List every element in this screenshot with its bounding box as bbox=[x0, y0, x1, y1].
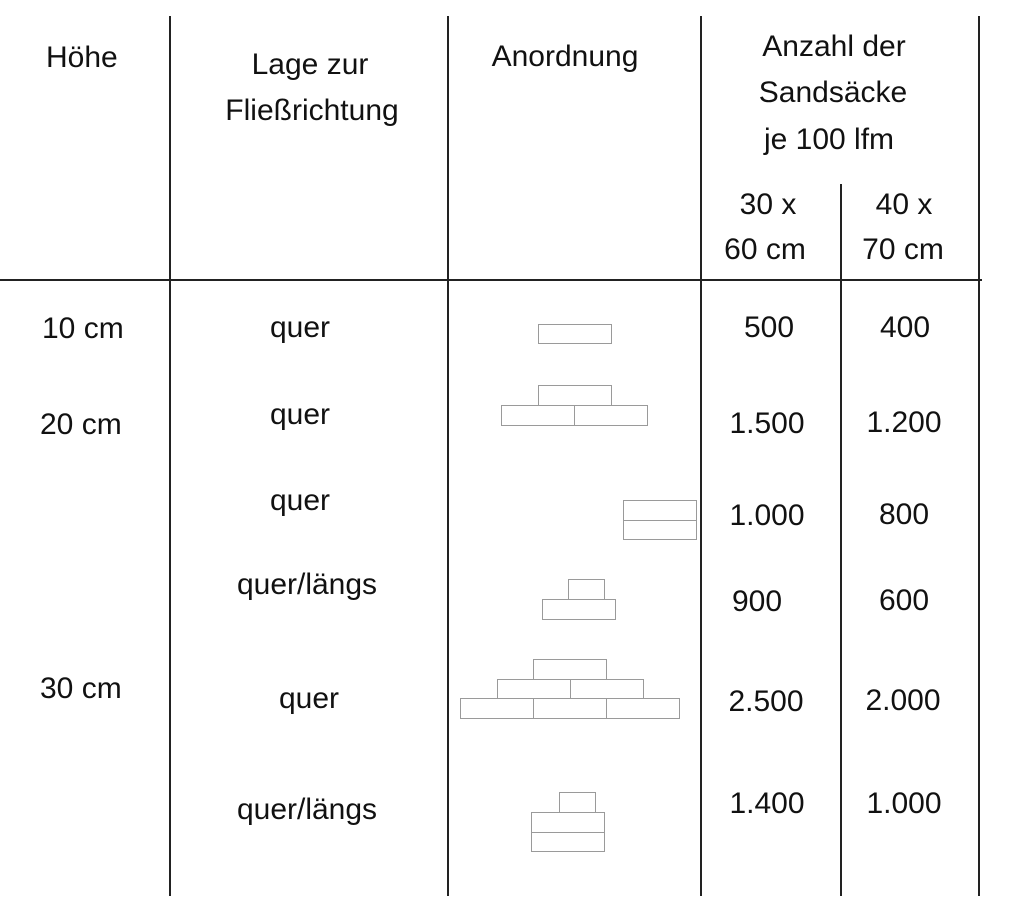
sandbag-shape bbox=[501, 405, 575, 426]
sandbag-shape bbox=[623, 520, 697, 540]
row5-lage: quer bbox=[278, 682, 340, 715]
sandbag-shape bbox=[497, 679, 571, 699]
sandbag-shape bbox=[559, 792, 596, 813]
sandbag-shape bbox=[538, 324, 612, 344]
header-anzahl-line1: Anzahl der bbox=[762, 30, 906, 63]
row5-count-40x70: 2.000 bbox=[865, 684, 941, 717]
row3-lage: quer bbox=[269, 484, 331, 517]
column-divider-2 bbox=[447, 16, 449, 896]
sandbag-shape bbox=[570, 679, 644, 699]
sandbag-shape bbox=[623, 500, 697, 521]
sandbag-shape bbox=[533, 698, 607, 719]
header-anordnung: Anordnung bbox=[491, 40, 639, 73]
header-anzahl-line2: Sandsäcke bbox=[758, 76, 908, 109]
sandbag-shape bbox=[531, 832, 605, 852]
header-lage-line2: Fließrichtung bbox=[225, 94, 399, 127]
sandbag-shape bbox=[574, 405, 648, 426]
header-lage-line1: Lage zur bbox=[251, 48, 369, 81]
header-size2-line1: 40 x bbox=[875, 188, 933, 221]
column-divider-3 bbox=[700, 16, 702, 896]
row2-count-30x60: 1.500 bbox=[729, 407, 805, 440]
row6-count-30x60: 1.400 bbox=[729, 787, 805, 820]
row6-count-40x70: 1.000 bbox=[866, 787, 942, 820]
row4-count-40x70: 600 bbox=[878, 584, 930, 617]
header-hoehe: Höhe bbox=[46, 41, 118, 74]
column-divider-4 bbox=[978, 16, 980, 896]
sandbag-shape bbox=[533, 659, 607, 680]
row5-count-30x60: 2.500 bbox=[728, 685, 804, 718]
sandbag-shape bbox=[460, 698, 534, 719]
row6-lage: quer/längs bbox=[236, 793, 378, 826]
row3-count-40x70: 800 bbox=[878, 498, 930, 531]
row2-lage: quer bbox=[269, 398, 331, 431]
header-separator bbox=[0, 279, 982, 281]
subcolumn-divider bbox=[840, 184, 842, 896]
row1-lage: quer bbox=[269, 311, 331, 344]
row2-hoehe: 20 cm bbox=[40, 408, 122, 441]
row2-count-40x70: 1.200 bbox=[866, 406, 942, 439]
row3-count-30x60: 1.000 bbox=[729, 499, 805, 532]
sandbag-shape bbox=[606, 698, 680, 719]
header-size2-line2: 70 cm bbox=[862, 233, 944, 266]
column-divider-1 bbox=[169, 16, 171, 896]
header-size1-line2: 60 cm bbox=[724, 233, 806, 266]
header-anzahl-line3: je 100 lfm bbox=[763, 123, 895, 156]
header-size1-line1: 30 x bbox=[739, 188, 797, 221]
row1-count-30x60: 500 bbox=[743, 311, 795, 344]
row1-hoehe: 10 cm bbox=[42, 312, 124, 345]
sandbag-shape bbox=[538, 385, 612, 406]
sandbag-shape bbox=[542, 599, 616, 620]
row1-count-40x70: 400 bbox=[879, 311, 931, 344]
sandbag-shape bbox=[531, 812, 605, 833]
sandbag-shape bbox=[568, 579, 605, 600]
row4-lage: quer/längs bbox=[236, 568, 378, 601]
row4-count-30x60: 900 bbox=[731, 585, 783, 618]
row5-hoehe: 30 cm bbox=[40, 672, 122, 705]
